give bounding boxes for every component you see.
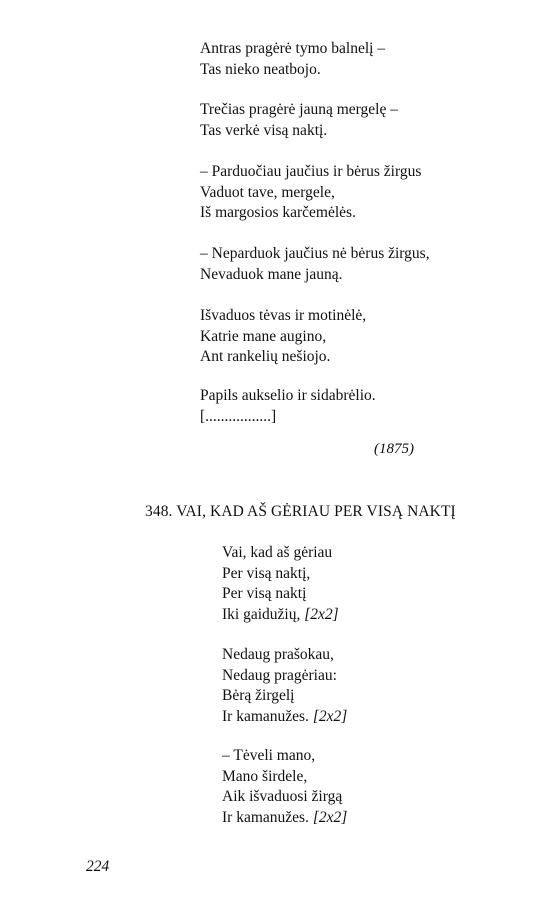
verse-line: Iš margosios karčemėlės. xyxy=(200,204,356,221)
verse-line: Aik išvaduosi žirgą xyxy=(222,788,343,805)
verse-line: Per visą naktį, xyxy=(222,564,311,582)
verse-line-with-refrain xyxy=(222,605,339,626)
page-number: 224 xyxy=(86,858,110,875)
verse-line: Nedaug prašokau, xyxy=(222,646,334,663)
verse-line: Nedaug pragėriau: xyxy=(222,666,337,684)
stanza-4 xyxy=(200,244,430,285)
verse-line-with-refrain xyxy=(222,808,347,829)
verse-text: Iki gaidužių, xyxy=(222,605,301,623)
song-stanza-1 xyxy=(222,543,339,625)
verse-line: Nevaduok mane jauną. xyxy=(200,265,343,283)
verse-line: Per visą naktį xyxy=(222,585,307,602)
ellipsis-line: [.................] xyxy=(200,407,277,425)
stanza-6 xyxy=(200,386,376,427)
verse-line: Išvaduos tėvas ir motinėlė, xyxy=(200,307,367,324)
refrain-mark: [2x2] xyxy=(304,605,339,623)
stanza-5 xyxy=(200,306,366,368)
recording-year: (1875) xyxy=(374,441,414,457)
stanza-2 xyxy=(200,100,398,141)
song-stanza-2 xyxy=(222,645,347,727)
verse-line-with-refrain xyxy=(222,707,347,728)
verse-line: – Parduočiau jaučius ir bėrus žirgus xyxy=(200,163,422,180)
stanza-1 xyxy=(200,39,385,80)
verse-line: Tas verkė visą naktį. xyxy=(200,121,328,139)
refrain-mark: [2x2] xyxy=(312,707,348,725)
verse-text: Ir kamanužes. xyxy=(222,808,309,826)
refrain-mark: [2x2] xyxy=(312,808,348,826)
verse-line: Tas nieko neatbojo. xyxy=(200,60,321,78)
verse-line: Papils aukselio ir sidabrėlio. xyxy=(200,387,376,404)
verse-line: Trečias pragėrė jauną mergelę – xyxy=(200,101,398,118)
verse-line: Vaduot tave, mergele, xyxy=(200,183,335,201)
verse-text: Ir kamanužes. xyxy=(222,707,309,725)
verse-line: – Neparduok jaučius nė bėrus žirgus, xyxy=(200,245,430,262)
song-stanza-3 xyxy=(222,746,347,828)
verse-line: – Tėveli mano, xyxy=(222,747,316,764)
verse-line: Ant rankelių nešiojo. xyxy=(200,348,331,365)
verse-line: Antras pragėrė tymo balnelį – xyxy=(200,40,386,57)
verse-line: Bėrą žirgelį xyxy=(222,687,295,704)
verse-line: Mano širdele, xyxy=(222,767,308,785)
verse-line: Katrie mane augino, xyxy=(200,327,327,345)
song-heading: 348. VAI, KAD AŠ GĖRIAU PER VISĄ NAKTĮ xyxy=(145,503,456,520)
stanza-3 xyxy=(200,162,421,224)
verse-line: Vai, kad aš gėriau xyxy=(222,544,333,561)
